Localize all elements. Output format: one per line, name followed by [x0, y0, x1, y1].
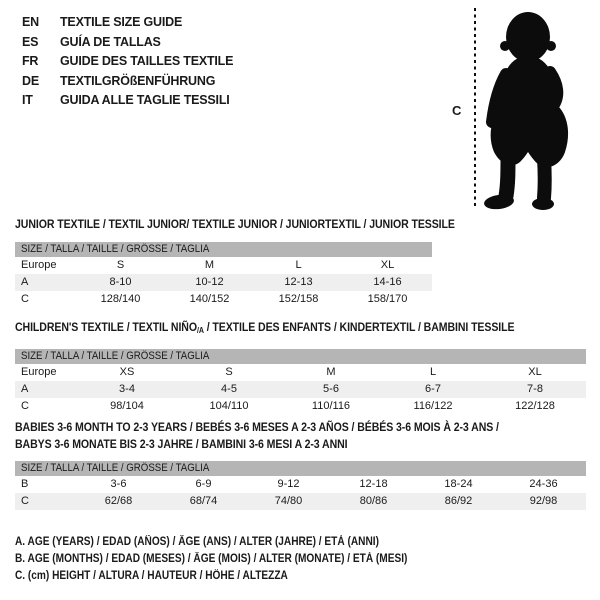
size-cell: S	[225, 366, 233, 378]
size-cell: 68/74	[189, 495, 218, 507]
baby-silhouette-icon	[482, 6, 578, 212]
table-row	[15, 381, 586, 398]
size-cell: 10-12	[195, 276, 224, 288]
language-code: EN	[22, 15, 39, 29]
legend-line-b: B. AGE (MONTHS) / EDAD (MESES) / ÂGE (MOIS) / ALTER (MONATE) / ETÀ (MESI)	[15, 553, 408, 565]
heading-subscript: /A	[196, 326, 204, 335]
table-size-header-bar: SIZE / TALLA / TAILLE / GRÖSSE / TAGLIA	[15, 461, 586, 476]
size-cell: S	[116, 259, 125, 271]
row-label: A	[21, 383, 29, 395]
size-cell: 86/92	[444, 495, 473, 507]
language-title: TEXTILGRÖßENFÜHRUNG	[60, 73, 216, 88]
babies-size-table	[15, 461, 586, 510]
size-cell: 128/140	[100, 293, 141, 305]
row-label: Europe	[21, 259, 57, 271]
size-cell: L	[429, 366, 437, 378]
size-cell: 158/170	[367, 293, 408, 305]
size-cell: 8-10	[109, 276, 132, 288]
language-title-list	[22, 13, 233, 111]
size-cell: 4-5	[221, 383, 237, 395]
size-cell: XL	[380, 259, 395, 271]
table-row	[15, 274, 432, 291]
size-cell: 116/122	[413, 400, 453, 412]
section-heading-children: CHILDREN'S TEXTILE / TEXTIL $NIÑO_{/A}$ / TEXTILE DES ENFANTS / KINDERTEXTIL / BAMBINI TESSILE	[15, 320, 515, 335]
table-row	[15, 257, 432, 274]
language-code: IT	[22, 93, 33, 107]
row-label: C	[21, 495, 29, 507]
language-row	[22, 91, 233, 111]
table-size-header-bar: SIZE / TALLA / TAILLE / GRÖSSE / TAGLIA	[15, 349, 586, 364]
language-title: TEXTILE SIZE GUIDE	[60, 15, 183, 29]
size-cell: 12-18	[359, 478, 388, 490]
size-cell: 74/80	[274, 495, 303, 507]
section-heading-junior: JUNIOR TEXTILE / TEXTIL JUNIOR/ TEXTILE JUNIOR / JUNIORTEXTIL / JUNIOR TESSILE	[15, 217, 455, 231]
size-cell: 7-8	[527, 383, 543, 395]
section-heading-babies-line2: BABYS 3-6 MONATE BIS 2-3 JAHRE / BAMBINI 3-6 MESI A 2-3 ANNI	[15, 437, 348, 451]
size-cell: L	[295, 259, 302, 271]
language-row	[22, 52, 233, 72]
legend-line-a: A. AGE (YEARS) / EDAD (AÑOS) / ÂGE (ANS) / ALTER (JAHRE) / ETÀ (ANNI)	[15, 536, 379, 548]
size-cell: 9-12	[277, 478, 300, 490]
row-label: A	[21, 276, 29, 288]
language-title: GUIDA ALLE TAGLIE TESSILI	[60, 93, 230, 107]
size-cell: 3-4	[119, 383, 135, 395]
size-cell: 14-16	[373, 276, 402, 288]
section-heading-babies-line1: BABIES 3-6 MONTH TO 2-3 YEARS / BEBÉS 3-6 MESES A 2-3 AÑOS / BÉBÉS 3-6 MOIS À 2-3 ANS /	[15, 420, 499, 434]
language-row	[22, 72, 233, 92]
children-size-table	[15, 349, 586, 415]
size-cell: 122/128	[515, 400, 555, 412]
size-cell: 104/110	[209, 400, 249, 412]
size-cell: 92/98	[529, 495, 558, 507]
language-title: GUIDE DES TAILLES TEXTILE	[60, 54, 234, 68]
size-cell: 110/116	[311, 400, 351, 412]
row-label: C	[21, 293, 29, 305]
table-row	[15, 476, 586, 493]
row-label: B	[21, 478, 29, 490]
table-row	[15, 364, 586, 381]
language-row	[22, 33, 233, 53]
size-cell: 140/152	[189, 293, 230, 305]
height-measure-label: C	[452, 103, 462, 118]
size-cell: M	[326, 366, 336, 378]
size-cell: XS	[119, 366, 135, 378]
row-label: C	[21, 400, 29, 412]
size-cell: 5-6	[323, 383, 339, 395]
language-code: ES	[22, 34, 39, 49]
language-code: FR	[22, 54, 39, 68]
size-cell: 62/68	[104, 495, 133, 507]
legend-line-c: C. (cm) HEIGHT / ALTURA / HAUTEUR / HÖHE / ALTEZZA	[15, 570, 288, 582]
size-cell: 12-13	[284, 276, 313, 288]
size-cell: 24-36	[529, 478, 558, 490]
size-cell: 152/158	[278, 293, 319, 305]
junior-size-table	[15, 242, 432, 308]
row-label: Europe	[21, 366, 57, 378]
size-cell: M	[204, 259, 215, 271]
table-row	[15, 291, 432, 308]
table-size-header-bar: SIZE / TALLA / TAILLE / GRÖSSE / TAGLIA	[15, 242, 432, 257]
size-cell: 6-7	[425, 383, 441, 395]
size-cell: 6-9	[195, 478, 212, 490]
size-cell: 3-6	[110, 478, 127, 490]
size-cell: 80/86	[359, 495, 388, 507]
language-title: GUÍA DE TALLAS	[60, 34, 161, 49]
language-code: DE	[22, 73, 39, 88]
size-cell: XL	[528, 366, 542, 378]
table-row	[15, 398, 586, 415]
measurement-legend	[15, 534, 461, 585]
size-cell: 18-24	[444, 478, 473, 490]
size-cell: 98/104	[110, 400, 144, 412]
language-row	[22, 13, 233, 33]
height-dashed-line	[474, 8, 476, 207]
table-row	[15, 493, 586, 510]
